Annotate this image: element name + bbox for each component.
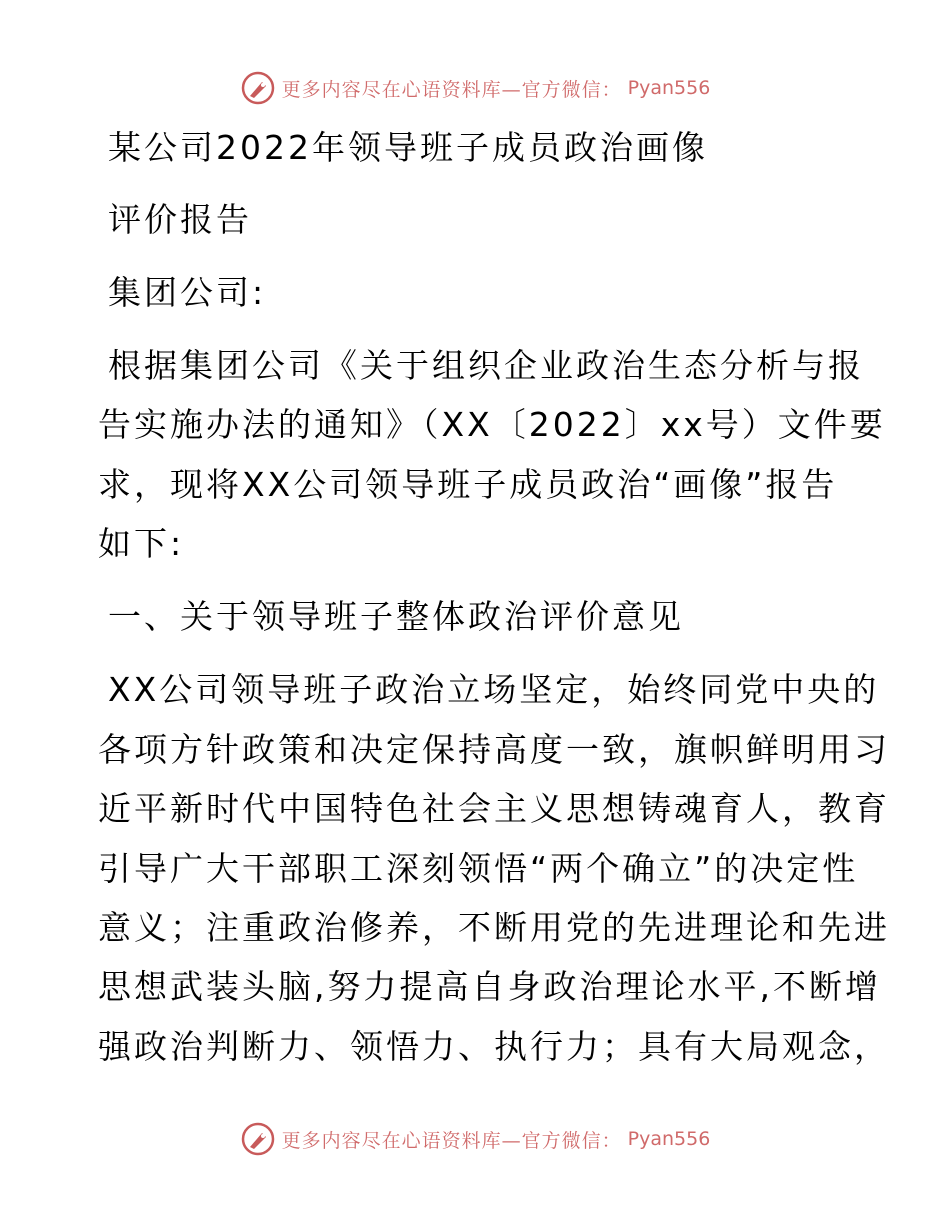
intro-line: 求，现将XX公司领导班子成员政治“画像”报告 xyxy=(98,465,838,504)
section-line: 意义；注重政治修养，不断用党的先进理论和先进 xyxy=(98,908,890,947)
header-watermark xyxy=(0,70,950,106)
intro-line: 根据集团公司《关于组织企业政治生态分析与报 xyxy=(108,346,864,385)
footer-watermark xyxy=(0,1121,950,1157)
watermark-text: 更多内容尽在心语资料库—官方微信： xyxy=(281,78,622,101)
intro-line: 告实施办法的通知》（XX〔2022〕xx号）文件要 xyxy=(98,405,886,444)
watermark-wechat-id: Pyan556 xyxy=(627,77,711,99)
pen-nib-seal-icon xyxy=(240,1121,276,1157)
title-line-1: 某公司2022年领导班子成员政治画像 xyxy=(108,128,708,167)
section-line: XX公司领导班子政治立场坚定，始终同党中央的 xyxy=(108,670,880,709)
section-line: 各项方针政策和决定保持高度一致，旗帜鲜明用习 xyxy=(98,730,890,769)
section-line: 近平新时代中国特色社会主义思想铸魂育人，教育 xyxy=(98,789,890,828)
watermark-text: 更多内容尽在心语资料库—官方微信： xyxy=(281,1129,622,1152)
intro-line: 如下: xyxy=(98,524,185,563)
section-line: 引导广大干部职工深刻领悟“两个确立”的决定性 xyxy=(98,849,859,888)
section-line: 强政治判断力、领悟力、执行力；具有大局观念， xyxy=(98,1027,890,1066)
pen-nib-seal-icon xyxy=(240,70,276,106)
section-line: 思想武装头脑,努力提高自身政治理论水平,不断增 xyxy=(98,967,881,1006)
salutation: 集团公司: xyxy=(108,273,267,312)
section-heading: 一、关于领导班子整体政治评价意见 xyxy=(108,597,684,636)
title-line-2: 评价报告 xyxy=(108,200,252,239)
watermark-wechat-id: Pyan556 xyxy=(627,1128,711,1150)
